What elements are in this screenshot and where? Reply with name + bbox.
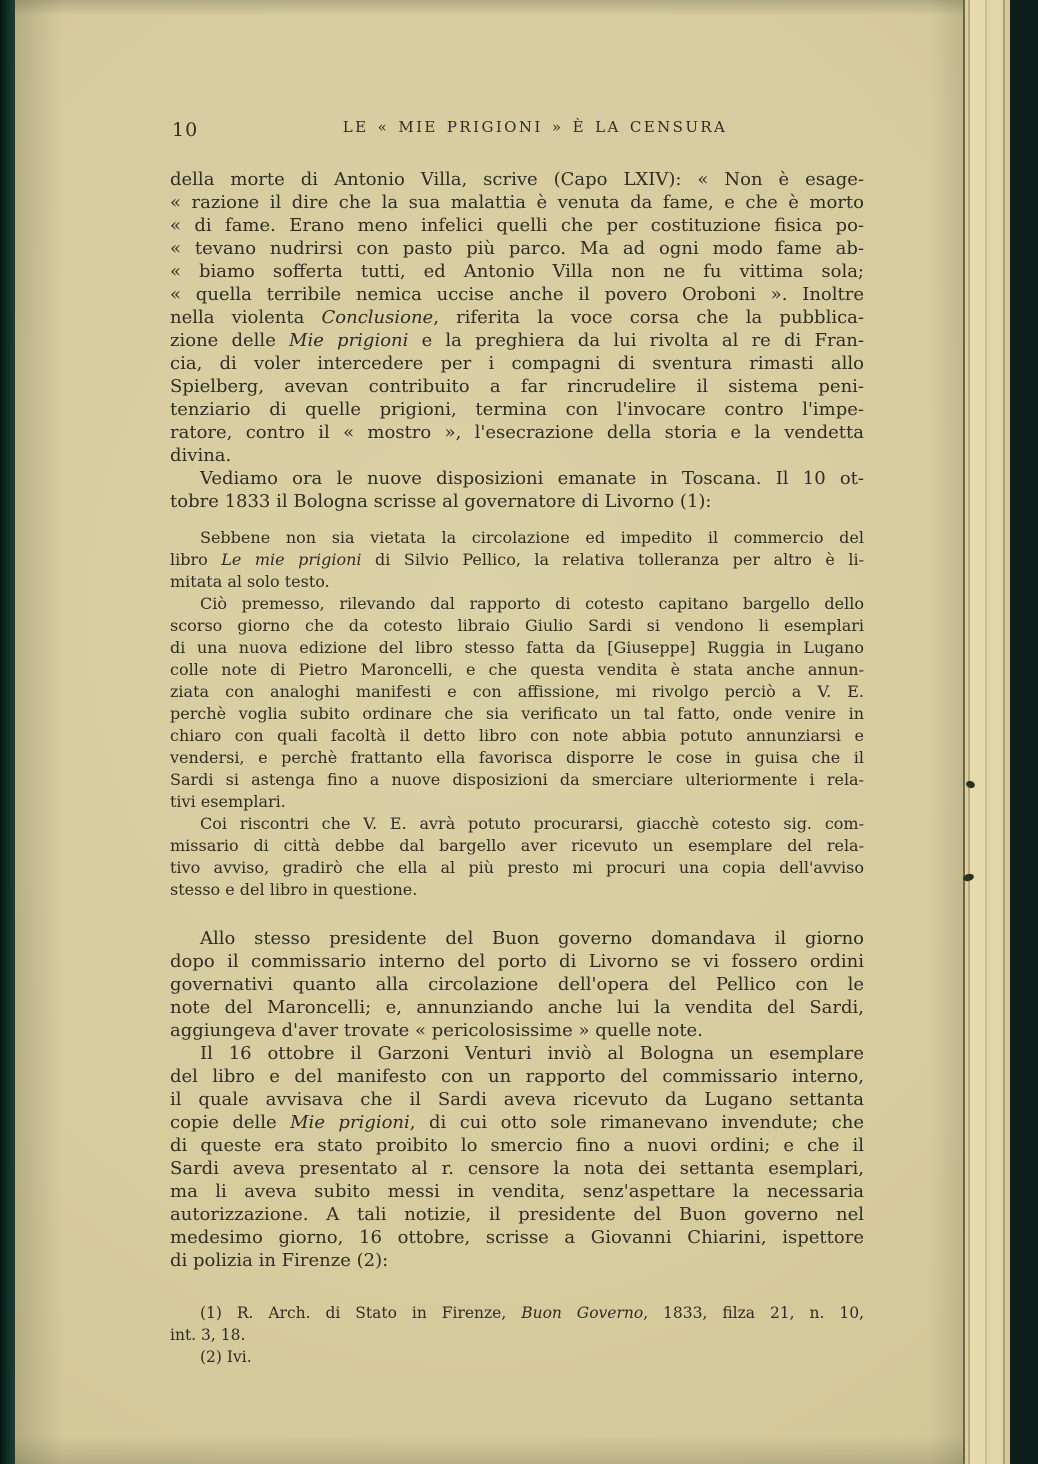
text-line: ziata con analoghi manifesti e con affissione, mi rivolgo perciò a V. E. [170,682,864,701]
text-line: il quale avvisava che il Sardi aveva ricevuto da Lugano settanta [170,1089,864,1110]
paragraph-3 [170,927,864,1042]
text-line: (2) Ivi. [200,1348,252,1366]
text-line: libro Le mie prigioni di Silvio Pellico, la relativa tolleranza per altro è li- [170,550,864,569]
footnote-2 [170,1346,864,1368]
text-line: chiaro con quali facoltà il detto libro con note abbia potuto annunziarsi e [170,726,864,745]
text-line: della morte di Antonio Villa, scrive (Capo LXIV): « Non è esage- [170,169,864,190]
page-text [170,168,864,1368]
text-line: aggiungeva d'aver trovate « pericolosissime » quelle note. [170,1020,703,1041]
text-line: cia, di voler intercedere per i compagni di sventura rimasti allo [170,353,864,374]
text-line: Sardi si astenga fino a nuove disposizioni da smerciare ulteriormente i rela- [170,770,864,789]
running-title: LE « MIE PRIGIONI » È LA CENSURA [342,118,728,136]
text-line: missario di città debbe dal bargello aver ricevuto un esemplare del rela- [170,836,864,855]
text-line: Il 16 ottobre il Garzoni Venturi inviò al Bologna un esemplare [200,1043,864,1064]
text-line: scorso giorno che da cotesto libraio Giulio Sardi si vendono li esemplari [170,616,864,635]
page-header [170,118,864,142]
text-line: « di fame. Erano meno infelici quelli che per costituzione fisica po- [170,215,864,236]
text-line: zione delle Mie prigioni e la preghiera da lui rivolta al re di Fran- [170,330,864,351]
text-line: nella violenta Conclusione, riferita la voce corsa che la pubblica- [170,307,864,328]
text-line: tenziario di quelle prigioni, termina con l'invocare contro l'impe- [170,399,864,420]
text-line: medesimo giorno, 16 ottobre, scrisse a Giovanni Chiarini, ispettore [170,1227,864,1248]
text-line: tivo avviso, gradirò che ella al più presto mi procuri una copia dell'avviso [170,858,864,877]
page [15,0,963,1464]
page-edge [963,0,1010,1464]
quote-paragraph-1 [170,527,864,593]
quote-paragraph-2 [170,593,864,813]
footnote-1 [170,1302,864,1346]
text-line: del libro e del manifesto con un rapporto del commissario interno, [170,1066,864,1087]
page-number: 10 [172,119,199,141]
text-line: Allo stesso presidente del Buon governo domandava il giorno [200,928,864,949]
text-column [170,118,864,1368]
text-line: « quella terribile nemica uccise anche il povero Oroboni ». Inoltre [170,284,864,305]
text-line: colle note di Pietro Maroncelli, e che questa vendita è stata anche annun- [170,660,864,679]
text-line: Vediamo ora le nuove disposizioni emanate in Toscana. Il 10 ot- [200,468,864,489]
text-line: vendersi, e perchè frattanto ella favorisca disporre le cose in guisa che il [170,748,864,767]
text-line: « razione il dire che la sua malattia è venuta da fame, e che è morto [170,192,864,213]
binding-shadow [0,0,15,1464]
text-line: governativi quanto alla circolazione dell'opera del Pellico con le [170,974,864,995]
paragraph-4 [170,1042,864,1272]
text-line: tobre 1833 il Bologna scrisse al governatore di Livorno (1): [170,491,712,512]
text-line: dopo il commissario interno del porto di Livorno se vi fossero ordini [170,951,864,972]
text-line: Spielberg, avevan contribuito a far rincrudelire il sistema peni- [170,376,864,397]
text-line: note del Maroncelli; e, annunziando anche lui la vendita del Sardi, [170,997,864,1018]
text-line: Coi riscontri che V. E. avrà potuto procurarsi, giacchè cotesto sig. com- [200,814,864,833]
text-line: copie delle Mie prigioni, di cui otto sole rimanevano invendute; che [170,1112,864,1133]
text-line: di queste era stato proibito lo smercio fino a nuovi ordini; e che il [170,1135,864,1156]
text-line: divina. [170,445,232,466]
text-line: stesso e del libro in questione. [170,880,418,899]
text-line: int. 3, 18. [170,1326,246,1344]
text-line: perchè voglia subito ordinare che sia verificato un tal fatto, onde venire in [170,704,864,723]
text-line: di una nuova edizione del libro stesso fatta da [Giuseppe] Ruggia in Lugano [170,638,864,657]
text-line: mitata al solo testo. [170,572,330,591]
quote-paragraph-3 [170,813,864,901]
text-line: Ciò premesso, rilevando dal rapporto di cotesto capitano bargello dello [200,594,864,613]
text-line: autorizzazione. A tali notizie, il presidente del Buon governo nel [170,1204,864,1225]
text-line: « biamo sofferta tutti, ed Antonio Villa non ne fu vittima sola; [170,261,864,282]
text-line: ratore, contro il « mostro », l'esecrazione della storia e la vendetta [170,422,864,443]
text-line: Sardi aveva presentato al r. censore la nota dei settanta esemplari, [170,1158,864,1179]
text-line: « tevano nudrirsi con pasto più parco. Ma ad ogni modo fame ab- [170,238,864,259]
text-line: di polizia in Firenze (2): [170,1250,389,1271]
paragraph-1 [170,168,864,467]
text-line: ma li aveva subito messi in vendita, senz'aspettare la necessaria [170,1181,864,1202]
text-line: Sebbene non sia vietata la circolazione ed impedito il commercio del [200,528,864,547]
text-line: (1) R. Arch. di Stato in Firenze, Buon Governo, 1833, filza 21, n. 10, [200,1304,864,1322]
paragraph-2 [170,467,864,513]
text-line: tivi esemplari. [170,792,286,811]
